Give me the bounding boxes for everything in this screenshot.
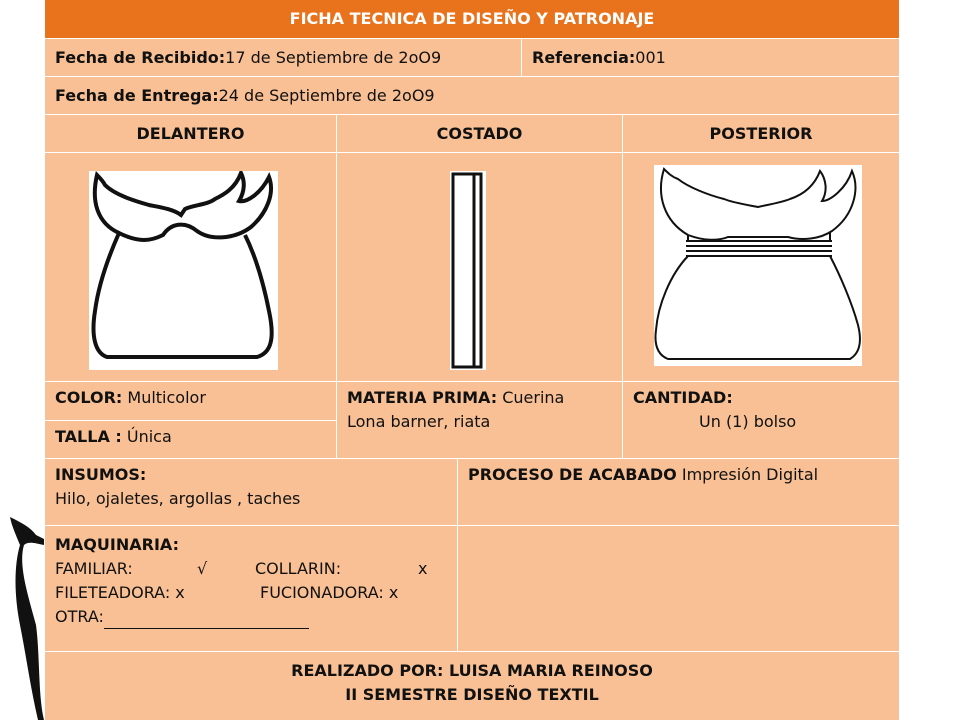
partial-illustration-left [0,505,45,720]
reference-value: 001 [635,47,666,67]
footer-cell [45,652,900,720]
bag-front-drawing [89,171,278,370]
material-cell [337,382,623,459]
title-row [45,0,900,39]
delivery-date-label: Fecha de Entrega: [55,85,219,105]
back-drawing-cell [623,153,900,382]
familiar-mark: √ [197,559,208,578]
quantity-label: CANTIDAD: [633,388,733,407]
technical-sheet [45,0,900,720]
machinery-empty-cell [458,526,900,652]
semester-line: II SEMESTRE DISEÑO TEXTIL [345,685,599,704]
delivery-date-value: 24 de Septiembre de 2oO9 [218,85,435,105]
color-value: Multicolor [122,388,206,407]
bag-side-drawing [450,171,486,370]
material-value: Cuerina [497,388,565,407]
color-label: COLOR: [55,388,123,407]
finishing-cell [458,459,900,526]
machinery-line-1 [55,557,447,581]
reference-cell [522,39,900,77]
side-drawing-cell [337,153,623,382]
supplies-row [45,459,900,526]
specs-row [45,382,900,459]
material-value-2: Lona barner, riata [347,412,491,431]
delivery-row [45,77,900,115]
fileteadora-text: FILETEADORA: x [55,583,185,602]
received-date-value: 17 de Septiembre de 2oO9 [225,47,442,67]
view-front-header: DELANTERO [45,115,337,153]
finishing-value: Impresión Digital [676,465,819,484]
view-side-header: COSTADO [337,115,623,153]
quantity-cell [623,382,900,459]
size-label: TALLA : [55,427,122,446]
color-cell [45,382,337,421]
view-back-header: POSTERIOR [623,115,900,153]
machinery-row [45,526,900,652]
supplies-label: INSUMOS: [55,465,147,484]
sheet-title: FICHA TECNICA DE DISEÑO Y PATRONAJE [45,0,900,39]
received-date-label: Fecha de Recibido: [55,47,226,67]
drawings-row [45,153,900,382]
bag-back-drawing [654,165,862,366]
received-date-cell [45,39,522,77]
size-cell [45,421,337,459]
quantity-value: Un (1) bolso [699,412,797,431]
fucionadora-text: FUCIONADORA: x [260,583,399,602]
views-header-row [45,115,900,153]
footer-row [45,652,900,720]
received-row [45,39,900,77]
size-value: Única [121,427,172,446]
author-line: REALIZADO POR: LUISA MARIA REINOSO [291,661,653,680]
reference-label: Referencia: [532,47,636,67]
machinery-label: MAQUINARIA: [55,535,179,554]
familiar-label: FAMILIAR: [55,559,133,578]
machinery-line-3 [55,605,447,629]
finishing-label: PROCESO DE ACABADO [468,465,677,484]
front-drawing-cell [45,153,337,382]
otra-label: OTRA: [55,607,104,626]
delivery-date-cell [45,77,900,115]
otra-blank-line [104,610,309,629]
machinery-cell [45,526,458,652]
supplies-cell [45,459,458,526]
collarin-label: COLLARIN: [255,559,342,578]
material-label: MATERIA PRIMA: [347,388,498,407]
supplies-value: Hilo, ojaletes, argollas , taches [55,489,301,508]
collarin-mark: x [418,559,428,578]
machinery-line-2 [55,581,447,605]
